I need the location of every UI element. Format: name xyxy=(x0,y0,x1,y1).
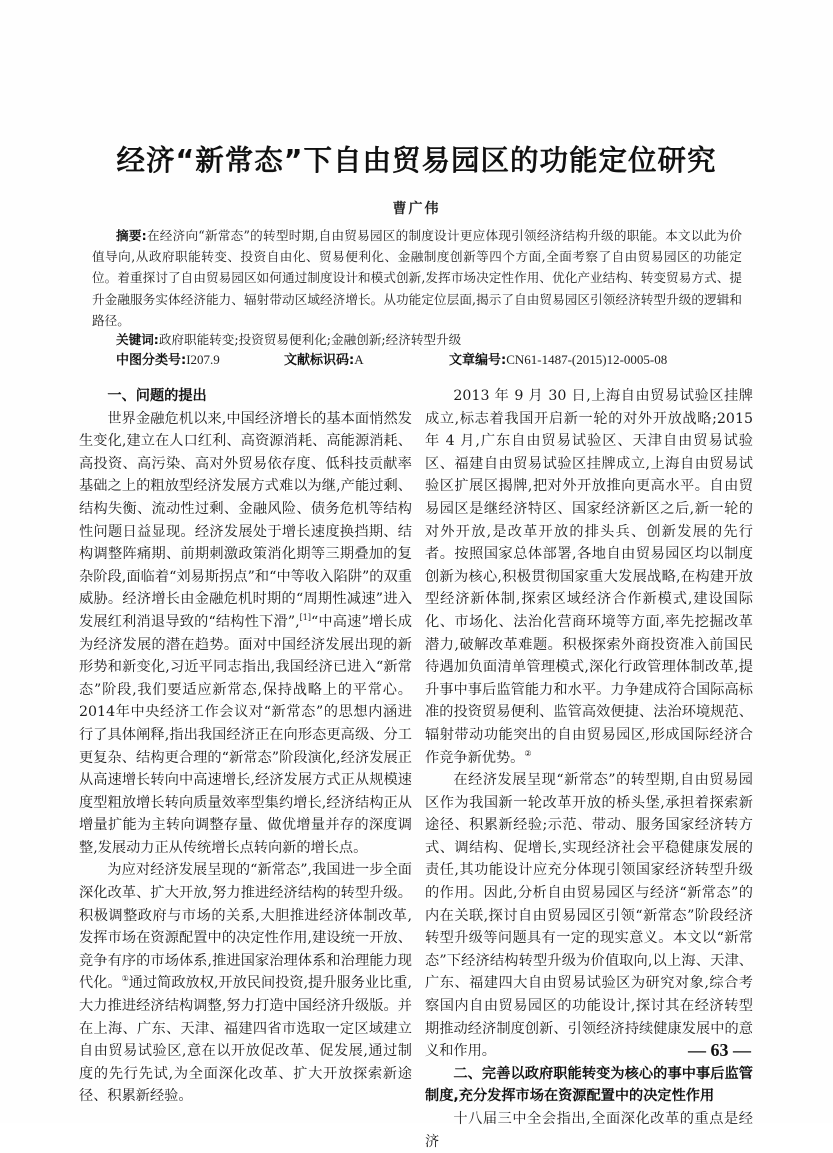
article-author: 曹广伟 xyxy=(392,201,441,217)
classification-value: I207.9 xyxy=(186,352,220,367)
article-meta xyxy=(116,350,776,372)
paragraph-text: 世界金融危机以来,中国经济增长的基本面悄然发生变化,建立在人口红利、高资源消耗、高能源消耗、高投资、高污染、高对外贸易依存度、低科技贡献率基础之上的粗放型经济发展方式难以为继,产能过剩、结构失衡、流动性过剩、金融风险、债务危机等结构性问题日益显现。经济发展处于增长速度换挡期、结构调整阵痛期、前期刺激政策消化期等三期叠加的复杂阶段,面临着“刘易斯拐点”和“中等收入陷阱”的双重威胁。经济增长由金融危机时期的“周期性减速”进入发展红利消退导致的“结构性下滑”, xyxy=(79,410,412,630)
footnote-marker: ① xyxy=(121,974,129,984)
abstract xyxy=(92,225,742,331)
abstract-label: 摘要: xyxy=(116,228,147,243)
keywords xyxy=(116,330,756,350)
page-number: — 63 — xyxy=(688,1040,751,1060)
paragraph xyxy=(79,859,412,1108)
article-number-value: CN61-1487-(2015)12-0005-08 xyxy=(506,352,668,367)
section-heading-2: 二、完善以政府职能转变为核心的事中事后监管制度,充分发挥市场在资源配置中的决定性作用 xyxy=(425,1065,753,1105)
article-number-label: 文章编号: xyxy=(449,353,507,368)
paragraph-text: 十八届三中全会指出,全面深化改革的重点是经济 xyxy=(425,1111,753,1150)
paragraph-text: “中高速”增长成为经济发展的潜在趋势。面对中国经济发展出现的新形势和新变化,习近平同志指出,我国经济已进入“新常态”阶段,我们要适应新常态,保持战略上的平常心。2014年中央经济工作会议对“新常态”的思想内涵进行了具体阐释,指出我国经济正在向形态更高级、分工更复杂、结构更合理的“新常态”阶段演化,经济发展正从高速增长转向中高速增长,经济发展方式正从规模速度型粗放增长转向质量效率型集约增长,经济结构正从增量扩能为主转向调整存量、做优增量并存的深度调整,发展动力正从传统增长点转向新的增长点。 xyxy=(79,613,412,856)
body-column-right xyxy=(425,385,753,1153)
classification-number xyxy=(116,350,220,371)
section-heading-1: 一、问题的提出 xyxy=(107,388,207,404)
classification-label: 中图分类号: xyxy=(116,353,187,368)
doc-code-value: A xyxy=(354,352,364,367)
abstract-text: 在经济向“新常态”的转型时期,自由贸易园区的制度设计更应体现引领经济结构升级的职能。本文以此为价值导向,从政府职能转变、投资自由化、贸易便利化、金融制度创新等四个方面,全面考察了自由贸易园区的功能定位。着重探讨了自由贸易园区如何通过制度设计和模式创新,发挥市场决定性作用、优化产业结构、转变贸易方式、提升金融服务实体经济能力、辐射带动区域经济增长。从功能定位层面,揭示了自由贸易园区引领经济转型升级的逻辑和路径。 xyxy=(92,228,742,328)
doc-code-label: 文献标识码: xyxy=(284,353,355,368)
document-code xyxy=(284,350,364,371)
article-number xyxy=(449,350,667,371)
paragraph-text: 2013 年 9 月 30 日,上海自由贸易试验区挂牌成立,标志着我国开启新一轮的对外开放战略;2015 年 4 月,广东自由贸易试验区、天津自由贸易试验区、福建自由贸易试验区挂牌成立,上海自由贸易试验区扩展区揭牌,把对外开放推向更高水平。自由贸易园区是继经济特区、国家经济新区之后,新一轮的对外开放,是改革开放的排头兵、创新发展的先行者。按照国家总体部署,各地自由贸易园区均以制度创新为核心,积极贯彻国家重大发展战略,在构建开放型经济新体制,探索区域经济合作新模式,建设国际化、市场化、法治化营商环境等方面,率先挖掘改革潜力,破解改革难题。积极探索外商投资准入前国民待遇加负面清单管理模式,深化行政管理体制改革,提升事中事后监管能力和水平。力争建成符合国际高标准的投资贸易便利、监管高效便捷、法治环境规范、辐射带动功能突出的自由贸易园区,形成国际经济合作竞争新优势。 xyxy=(425,388,753,766)
paragraph xyxy=(425,769,753,1063)
paragraph-text: 通过简政放权,开放民间投资,提升服务业比重,大力推进经济结构调整,努力打造中国经济升级版。并在上海、广东、天津、福建四省市选取一定区域建立自由贸易试验区,意在以开放促改革、促发展,通过制度的先行先试,为全面深化改革、扩大开放探索新途径、积累新经验。 xyxy=(79,975,413,1105)
article-title: 经济“新常态”下自由贸易园区的功能定位研究 xyxy=(116,144,717,177)
keywords-label: 关键词: xyxy=(116,332,159,347)
footnote-marker: ② xyxy=(524,748,532,758)
paragraph-text: 为应对经济发展呈现的“新常态”,我国进一步全面深化改革、扩大开放,努力推进经济结构的转型升级。积极调整政府与市场的关系,大胆推进经济体制改革,发挥市场在资源配置中的决定性作用,建设统一开放、竞争有序的市场体系,推进国家治理体系和治理能力现代化。 xyxy=(79,862,412,992)
paragraph xyxy=(79,408,412,860)
paragraph xyxy=(425,1108,753,1153)
paragraph-text: 在经济发展呈现“新常态”的转型期,自由贸易园区作为我国新一轮改革开放的桥头堡,承担着探索新途径、积累新经验;示范、带动、服务国家经济转方式、调结构、促增长,实现经济社会平稳健康发展的责任,其功能设计应充分体现引领国家经济转型升级的作用。因此,分析自由贸易园区与经济“新常态”的内在关联,探讨自由贸易园区引领“新常态”阶段经济转型升级等问题具有一定的现实意义。本文以“新常态”下经济结构转型升级为价值取向,以上海、天津、广东、福建四大自由贸易试验区为研究对象,综合考察国内自由贸易园区的功能设计,探讨其在经济转型期推动经济制度创新、引领经济持续健康发展中的意义和作用。 xyxy=(425,772,753,1060)
paragraph xyxy=(425,385,753,769)
keywords-text: 政府职能转变;投资贸易便利化;金融创新;经济转型升级 xyxy=(158,332,462,347)
body-column-left xyxy=(79,385,412,1108)
citation-ref: [1] xyxy=(299,612,311,622)
